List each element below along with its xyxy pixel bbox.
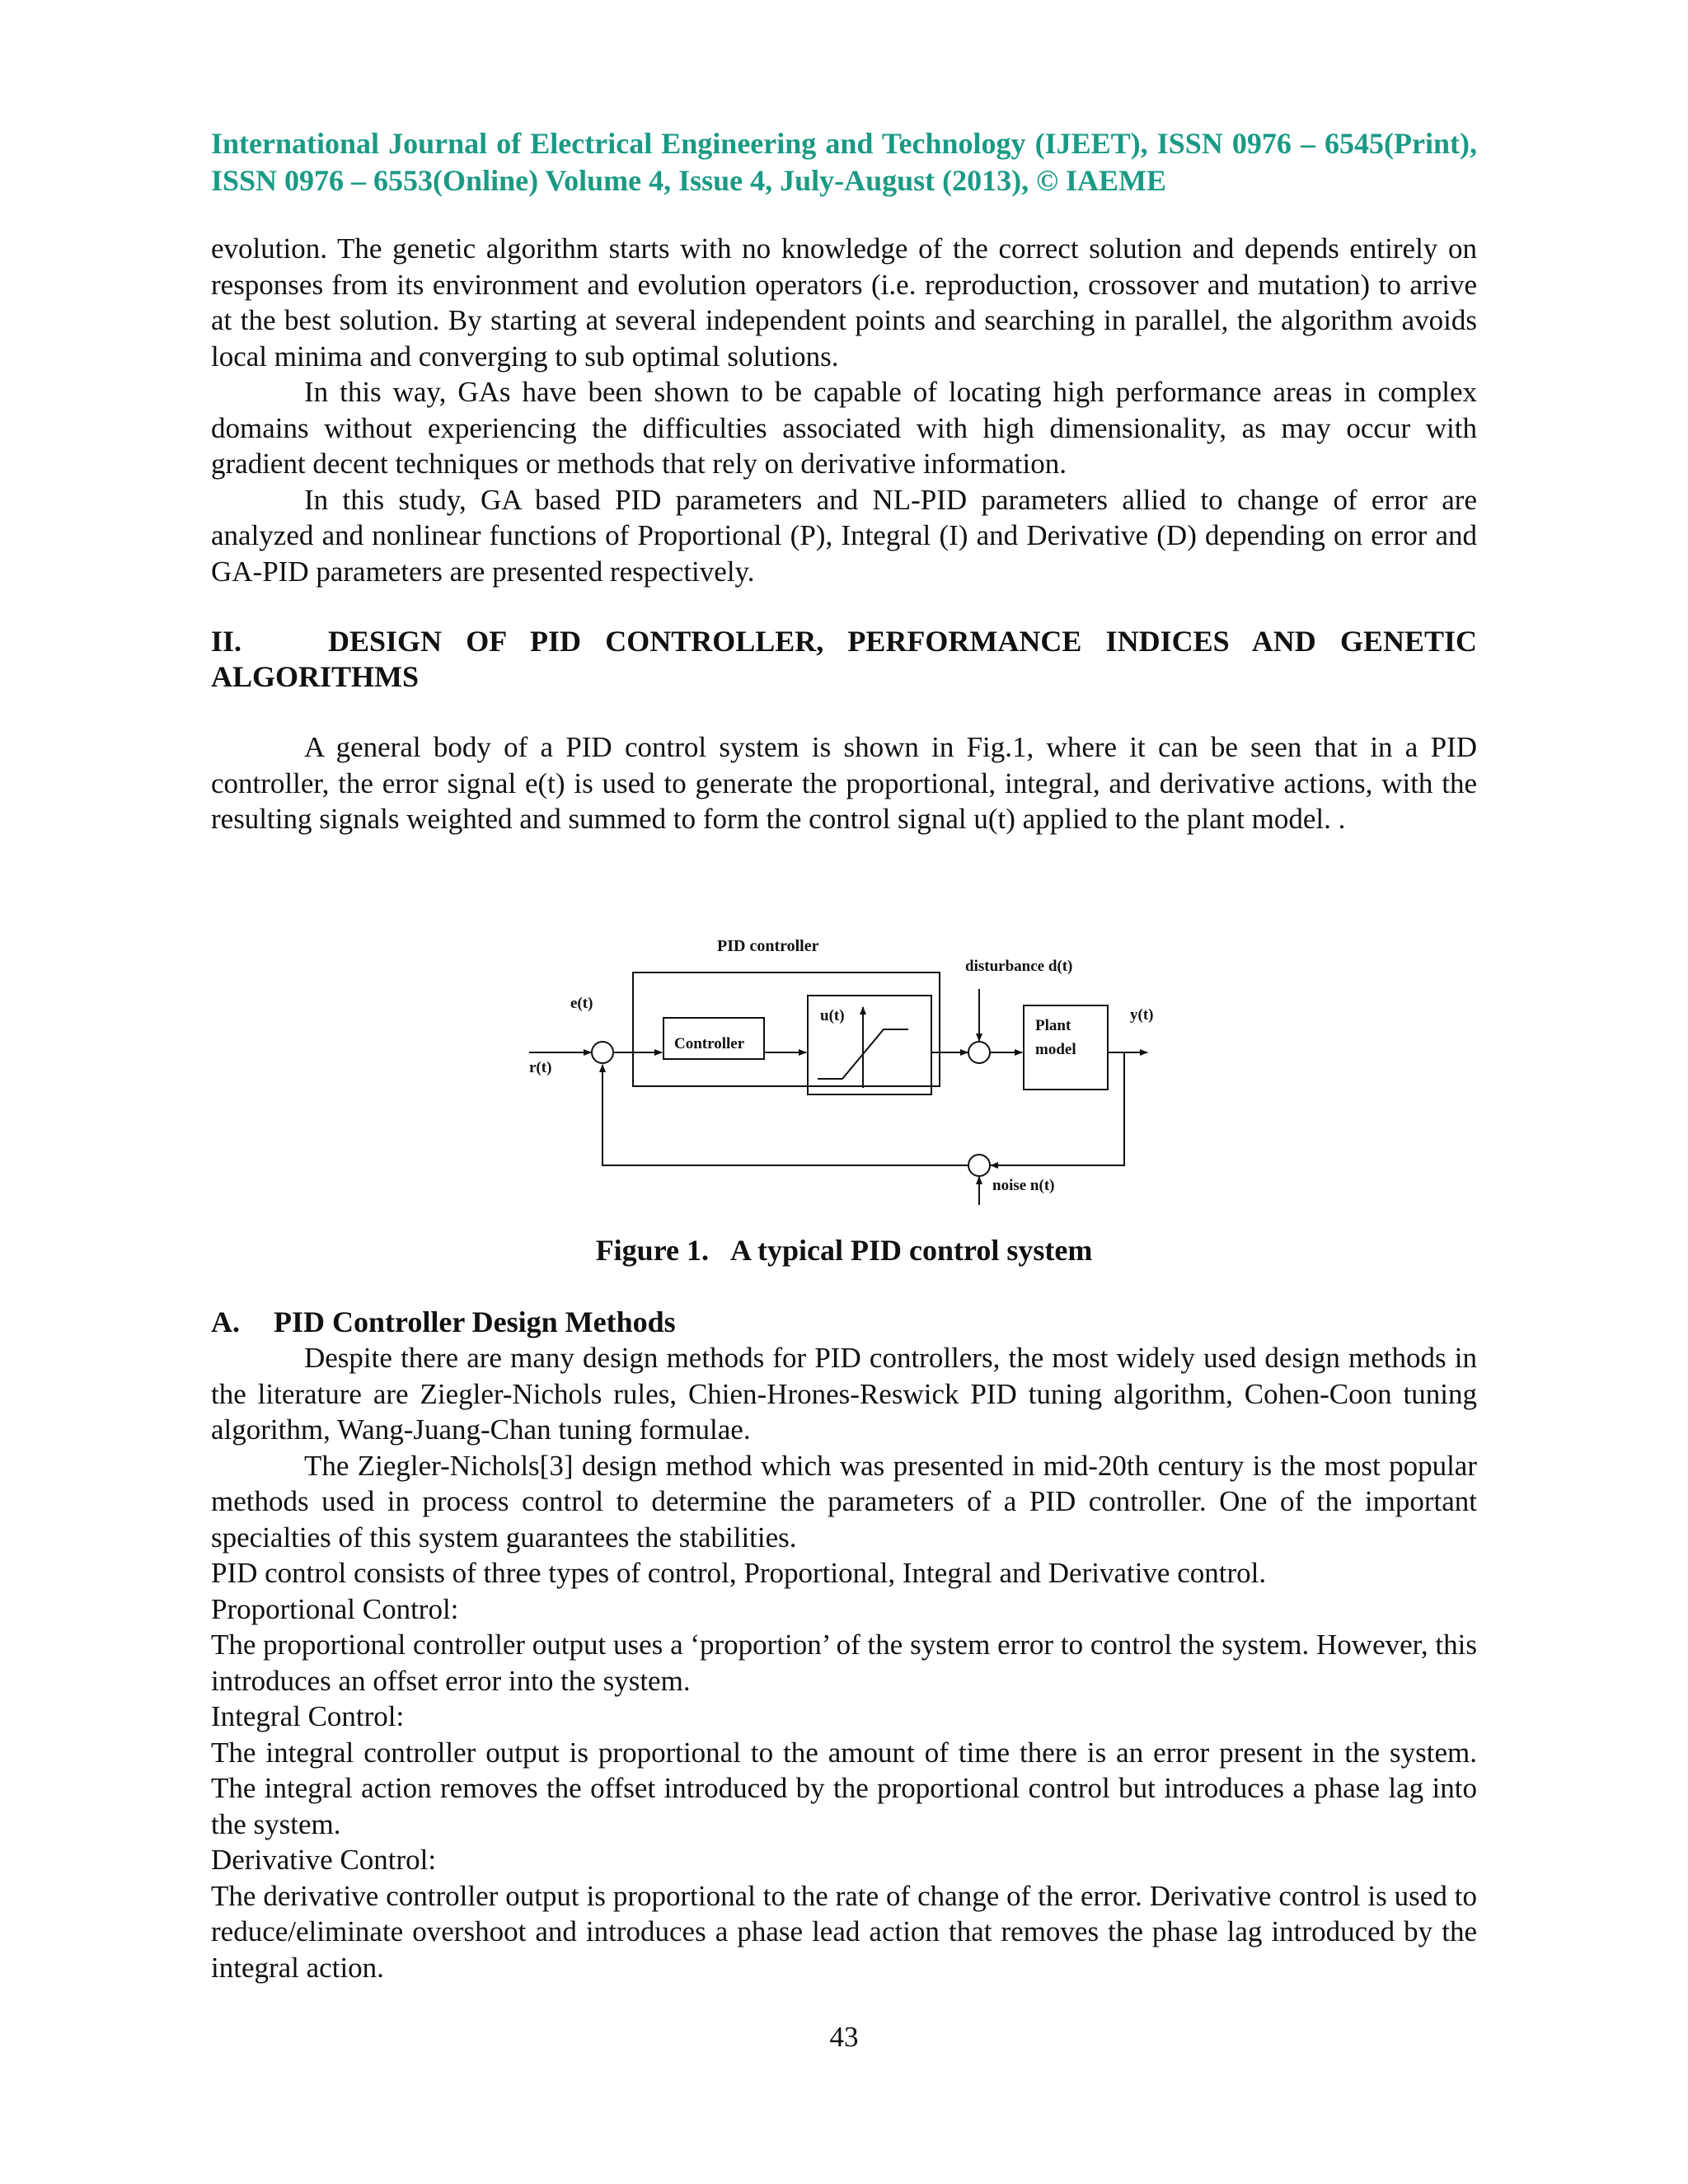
paragraph: In this way, GAs have been shown to be capable of locating high performance areas in complex domains without experiencing the difficulties associated with high dimensionality, as may occur with gradient decent techniques or methods that rely on derivative information. xyxy=(211,376,1477,480)
pid-controller-label: PID controller xyxy=(717,937,819,955)
error-label: e(t) xyxy=(570,995,593,1012)
feedback-path-left xyxy=(603,1065,968,1165)
subsection-heading xyxy=(211,1305,1477,1340)
paragraph: Integral Control: xyxy=(211,1700,405,1732)
plant-label: Plant xyxy=(1035,1017,1071,1034)
section-title: DESIGN OF PID CONTROLLER, PERFORMANCE INDICES AND GENETIC ALGORITHMS xyxy=(211,625,1477,693)
paragraph: The integral controller output is proportional to the amount of time there is an error present in the system. The integral action removes the offset introduced by the proportional control but introduces a phase lag into the system. xyxy=(211,1736,1477,1840)
paragraph: The Ziegler-Nichols[3] design method which was presented in mid-20th century is the most popular methods used in process control to determine the parameters of a PID controller. One of the important specialties of this system guarantees the stabilities. xyxy=(211,1449,1477,1554)
page-number: 43 xyxy=(829,2021,859,2053)
paragraph: PID control consists of three types of control, Proportional, Integral and Derivative control. xyxy=(211,1557,1267,1589)
figure-title: A typical PID control system xyxy=(730,1234,1093,1267)
figure-caption xyxy=(0,1232,1688,1268)
section-heading xyxy=(211,624,1477,695)
paragraph: In this study, GA based PID parameters and NL-PID parameters allied to change of error are analyzed and nonlinear functions of Proportional (P), Integral (I) and Derivative (D) depending on error and GA-PID parameters are presented respectively. xyxy=(211,483,1477,588)
paragraph: evolution. The genetic algorithm starts with no knowledge of the correct solution and depends entirely on responses from its environment and evolution operators (i.e. reproduction, crossover and mutation) to arrive at the best solution. By starting at several independent points and searching in parallel, the algorithm avoids local minima and converging to sub optimal solutions. xyxy=(211,232,1477,373)
disturbance-label: disturbance d(t) xyxy=(965,958,1073,975)
error-summing-junction xyxy=(592,1042,613,1063)
paragraph: Derivative Control: xyxy=(211,1844,437,1876)
feedback-path-right xyxy=(991,1052,1124,1165)
section-text xyxy=(211,729,1477,837)
output-label: y(t) xyxy=(1130,1006,1154,1024)
noise-label: noise n(t) xyxy=(992,1177,1055,1194)
paragraph: Proportional Control: xyxy=(211,1592,459,1625)
figure-number: Figure 1. xyxy=(595,1234,710,1267)
journal-header: International Journal of Electrical Engineering and Technology (IJEET), ISSN 0976 – 6545(Print), ISSN 0976 – 6553(Online) Volume 4, Issue 4, July-August (2013), © IAEME xyxy=(211,127,1477,197)
subsection-title: PID Controller Design Methods xyxy=(274,1305,676,1338)
reference-label: r(t) xyxy=(529,1059,552,1076)
paragraph: A general body of a PID control system is shown in Fig.1, where it can be seen that in a PID controller, the error signal e(t) is used to generate the proportional, integral, and derivative actions, with the resulting signals weighted and summed to form the control signal u(t) applied to the plant model. . xyxy=(211,731,1477,835)
noise-summing-junction xyxy=(968,1155,990,1176)
intro-text xyxy=(211,231,1477,589)
pid-block-diagram xyxy=(511,916,1170,1213)
subsection-text xyxy=(211,1340,1477,1985)
paragraph: Despite there are many design methods for PID controllers, the most widely used design methods in the literature are Ziegler-Nichols rules, Chien-Hrones-Reswick PID tuning algorithm, Cohen-Coon tuning algorithm, Wang-Juang-Chan tuning formulae. xyxy=(211,1342,1477,1446)
disturbance-summing-junction xyxy=(968,1042,990,1063)
controller-label: Controller xyxy=(674,1035,745,1052)
section-number: II. xyxy=(211,625,242,658)
paragraph: The derivative controller output is proportional to the rate of change of the error. Derivative control is used to reduce/eliminate overshoot and introduces a phase lead action that removes the phase lag introduced by the integral action. xyxy=(211,1879,1477,1984)
model-label: model xyxy=(1035,1041,1076,1058)
control-signal-label: u(t) xyxy=(820,1007,845,1024)
subsection-number: A. xyxy=(211,1305,240,1338)
paragraph: The proportional controller output uses a ‘proportion’ of the system error to control the system. However, this introduces an offset error into the system. xyxy=(211,1629,1477,1697)
